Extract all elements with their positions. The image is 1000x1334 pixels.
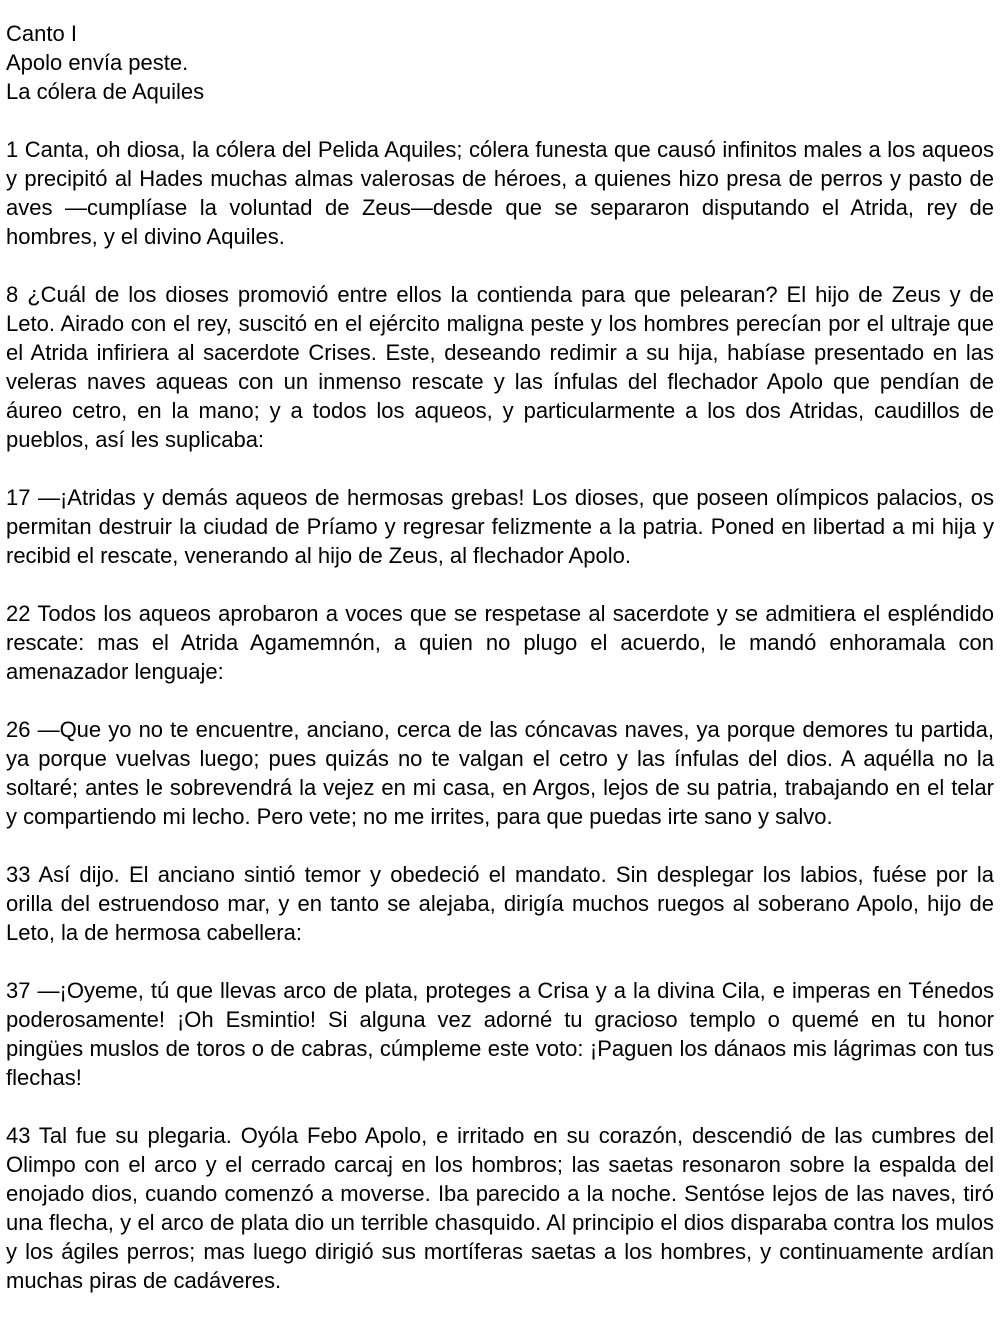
canto-subtitle-wrath: La cólera de Aquiles [6, 79, 205, 104]
document-body [6, 135, 994, 1295]
paragraph-verse-22: 22 Todos los aqueos aprobaron a voces que se respetase al sacerdote y se admitiera el espléndido rescate: mas el Atrida Agamemnón, a quien no plugo el acuerdo, le mandó enhoramala con amenazador lenguaje: [6, 601, 994, 684]
paragraph-verse-1: 1 Canta, oh diosa, la cólera del Pelida Aquiles; cólera funesta que causó infinitos males a los aqueos y precipitó al Hades muchas almas valerosas de héroes, a quienes hizo presa de perros y pasto de aves —cumplíase la voluntad de Zeus—desde que se separaron disputando el Atrida, rey de hombres, y el divino Aquiles. [6, 137, 994, 249]
canto-subtitle-plague: Apolo envía peste. [6, 50, 189, 75]
paragraph-verse-26: 26 —Que yo no te encuentre, anciano, cerca de las cóncavas naves, ya porque demores tu partida, ya porque vuelvas luego; pues quizás no te valgan el cetro y las ínfulas del dios. A aquélla no la soltaré; antes le sobrevendrá la vejez en mi casa, en Argos, lejos de su patria, trabajando en el telar y compartiendo mi lecho. Pero vete; no me irrites, para que puedas irte sano y salvo. [6, 717, 994, 829]
paragraph-verse-37: 37 —¡Oyeme, tú que llevas arco de plata, proteges a Crisa y a la divina Cila, e imperas en Ténedos poderosamente! ¡Oh Esmintio! Si alguna vez adorné tu gracioso templo o quemé en tu honor pingües muslos de toros o de cabras, cúmpleme este voto: ¡Paguen los dánaos mis lágrimas con tus flechas! [6, 978, 994, 1090]
paragraph-verse-17: 17 —¡Atridas y demás aqueos de hermosas grebas! Los dioses, que poseen olímpicos palacios, os permitan destruir la ciudad de Príamo y regresar felizmente a la patria. Poned en libertad a mi hija y recibid el rescate, venerando al hijo de Zeus, al flechador Apolo. [6, 485, 994, 568]
document-header [6, 19, 994, 106]
paragraph-verse-43: 43 Tal fue su plegaria. Oyóla Febo Apolo, e irritado en su corazón, descendió de las cumbres del Olimpo con el arco y el cerrado carcaj en los hombros; las saetas resonaron sobre la espalda del enojado dios, cuando comenzó a moverse. Iba parecido a la noche. Sentóse lejos de las naves, tiró una flecha, y el arco de plata dio un terrible chasquido. Al principio el dios disparaba contra los mulos y los ágiles perros; mas luego dirigió sus mortíferas saetas a los hombres, y continuamente ardían muchas piras de cadáveres. [6, 1123, 994, 1293]
paragraph-verse-8: 8 ¿Cuál de los dioses promovió entre ellos la contienda para que pelearan? El hijo de Zeus y de Leto. Airado con el rey, suscitó en el ejército maligna peste y los hombres perecían por el ultraje que el Atrida infiriera al sacerdote Crises. Este, deseando redimir a su hija, habíase presentado en las veleras naves aqueas con un inmenso rescate y las ínfulas del flechador Apolo que pendían de áureo cetro, en la mano; y a todos los aqueos, y particularmente a los dos Atridas, caudillos de pueblos, así les suplicaba: [6, 282, 994, 452]
paragraph-verse-33: 33 Así dijo. El anciano sintió temor y obedeció el mandato. Sin desplegar los labios, fuése por la orilla del estruendoso mar, y en tanto se alejaba, dirigía muchos ruegos al soberano Apolo, hijo de Leto, la de hermosa cabellera: [6, 862, 994, 945]
canto-title: Canto I [6, 21, 77, 46]
